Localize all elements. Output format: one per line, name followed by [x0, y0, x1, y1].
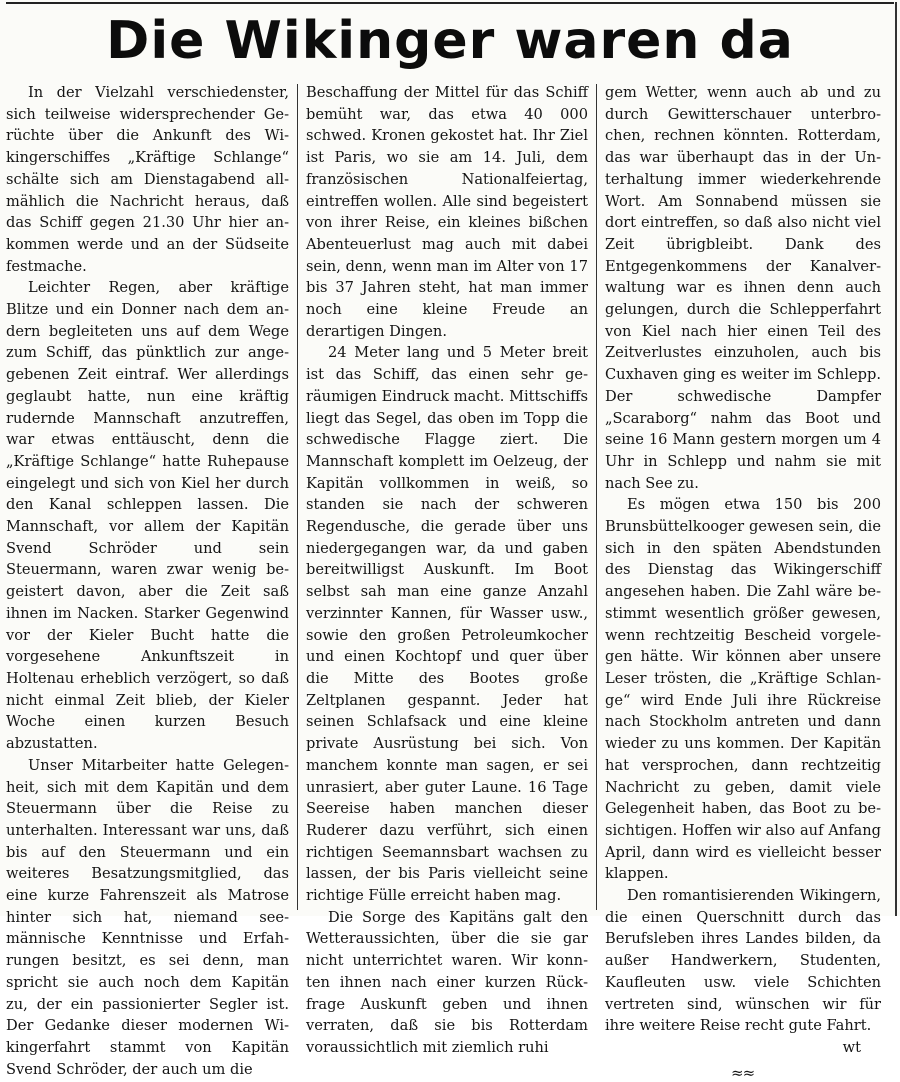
article-column-1 — [6, 82, 289, 1078]
column-divider — [297, 84, 298, 910]
paragraph: Leichter Regen, aber kräftige Blitze und ein Donner nach dem andern begleiteten uns auf dem Wege zum Schiff, das pünktlich zur angegebenen Zeit eintraf. Wer allerdings geglaubt hatte, nun eine kräftig rudernde Mannschaft anzutreffen, war etwas enttäuscht, denn die „Kräftige Schlange“ hatte Ruhepause eingelegt und sich von Kiel her durch den Kanal schleppen lassen. Die Mannschaft, vor allem der Kapitän Svend Schröder und sein Steuermann, waren zwar wenig begeistert davon, aber die Zeit saß ihnen im Nacken. Starker Gegenwind vor der Kieler Bucht hatte die vorgesehene Ankunftszeit in Holtenau erheblich verzögert, so daß nicht einmal Zeit blieb, der Kieler Woche einen kurzen Besuch abzustatten. — [6, 279, 289, 753]
right-border-rule — [895, 2, 897, 916]
end-of-article-mark: ≈≈ — [731, 1063, 755, 1082]
article-column-2 — [306, 82, 588, 1056]
column-divider — [596, 84, 597, 910]
top-border-rule — [6, 2, 894, 4]
article-column-3 — [605, 82, 881, 1082]
paragraph: In der Vielzahl verschiedenster, sich teilweise widersprechender Gerüchte über die Ankunft des Wikingerschiffes „Kräftige Schlange“ schälte sich am Dienstagabend allmählich die Nachricht heraus, daß das Schiff gegen 21.30 Uhr hier ankommen werde und an der Südseite festmache. — [6, 84, 289, 275]
paragraph: Den romantisierenden Wikingern, die einen Querschnitt durch das Berufsleben ihres Landes bilden, da außer Handwerkern, Studenten, Kaufleuten usw. viele Schichten vertreten sind, wünschen wir für ihre weitere Reise recht gute Fahrt. — [605, 887, 881, 1035]
paragraph: Die Sorge des Kapitäns galt den Wetteraussichten, über die sie gar nicht unterrichtet waren. Wir konnten ihnen nach einer kurzen Rückfrage Auskunft geben und ihnen verraten, daß sie bis Rotterdam voraussichtlich mit ziemlich ruhi — [306, 908, 588, 1056]
author-signature: wt — [842, 1038, 861, 1056]
article-headline: Die Wikinger waren da — [106, 11, 794, 71]
paragraph: Beschaffung der Mittel für das Schiff bemüht war, das etwa 40 000 schwed. Kronen gekostet hat. Ihr Ziel ist Paris, wo sie am 14. Juli, dem französischen Nationalfeiertag, eintreffen wollen. Alle sind begeistert von ihrer Reise, ein kleines bißchen Abenteuerlust mag auch mit dabei sein, denn, wenn man im Alter von 17 bis 37 Jahren steht, hat man immer noch eine kleine Freude an derartigen Dingen. — [306, 84, 588, 340]
paragraph: gem Wetter, wenn auch ab und zu durch Gewitterschauer unterbrochen, rechnen könnten. Rotterdam, das war überhaupt das in der Unterhaltung immer wiederkehrende Wort. Am Sonnabend müssen sie dort eintreffen, so daß also nicht viel Zeit übrigbleibt. Dank des Entgegenkommens der Kanalverwaltung war es ihnen denn auch gelungen, durch die Schlepperfahrt von Kiel nach hier einen Teil des Zeitverlustes einzuholen, auch bis Cuxhaven ging es weiter im Schlepp. Der schwedische Dampfer „Scaraborg“ nahm das Boot und seine 16 Mann gestern morgen um 4 Uhr in Schlepp und nahm sie mit nach See zu. — [605, 84, 881, 492]
paragraph: Unser Mitarbeiter hatte Gelegenheit, sich mit dem Kapitän und dem Steuermann über die Reise zu unterhalten. Interessant war uns, daß bis auf den Steuermann und ein weiteres Besatzungsmitglied, das eine kurze Fahrenszeit als Matrose hinter sich hat, niemand seemännische Kenntnisse und Erfahrungen besitzt, es sei denn, man spricht sie auch noch dem Kapitän zu, der ein passionierter Segler ist. Der Gedanke dieser modernen Wikingerfahrt stammt von Kapitän Svend Schröder, der auch um die — [6, 756, 289, 1078]
paragraph: Es mögen etwa 150 bis 200 Brunsbüttelkooger gewesen sein, die sich in den späten Abendstunden des Dienstag das Wikingerschiff angesehen haben. Die Zahl wäre bestimmt wesentlich größer gewesen, wenn rechtzeitig Bescheid vorgelegen hätte. Wir können aber unsere Leser trösten, die „Kräftige Schlange“ wird Ende Juli ihre Rückreise nach Stockholm antreten und dann wieder zu uns kommen. Der Kapitän hat versprochen, dann rechtzeitig Nachricht zu geben, damit viele Gelegenheit haben, das Boot zu besichtigen. Hoffen wir also auf Anfang April, dann wird es vielleicht besser klappen. — [605, 496, 881, 883]
paragraph: 24 Meter lang und 5 Meter breit ist das Schiff, das einen sehr geräumigen Eindruck macht. Mittschiffs liegt das Segel, das oben im Topp die schwedische Flagge ziert. Die Mannschaft komplett im Oelzeug, der Kapitän vollkommen in weiß, so standen sie nach der schweren Regendusche, die gerade über uns niedergegangen war, da und gaben bereitwilligst Auskunft. Im Boot selbst sah man eine ganze Anzahl verzinnter Kannen, für Wasser usw., sowie den großen Petroleumkocher und einen Kochtopf und quer über die Mitte des Bootes große Zeltplanen gespannt. Jeder hat seinen Schlafsack und eine kleine private Ausrüstung bei sich. Von manchem konnte man sagen, er sei unrasiert, aber guter Laune. 16 Tage Seereise haben manchen dieser Ruderer dazu verführt, sich einen richtigen Seemannsbart wachsen zu lassen, der bis Paris vielleicht seine richtige Fülle erreicht haben mag. — [306, 344, 588, 905]
